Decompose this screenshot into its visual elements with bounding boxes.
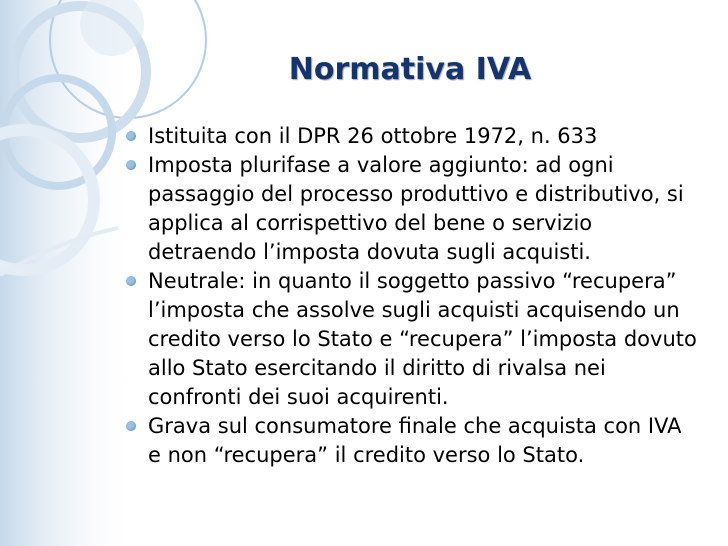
slide-title: Normativa IVA bbox=[288, 52, 532, 87]
bullet-text: Grava sul consumatore finale che acquista con IVA e non “recupera” il credito verso lo Stato. bbox=[148, 414, 682, 467]
bullet-marker-icon bbox=[126, 421, 136, 431]
bullet-marker-icon bbox=[126, 160, 136, 170]
bullet-text: Imposta plurifase a valore aggiunto: ad ogni passaggio del processo produttivo e distributivo, si applica al corrispettivo del bene o servizio detraendo l’imposta dovuta sugli acquisti. bbox=[148, 153, 684, 264]
bullet-item bbox=[126, 122, 700, 151]
bullet-text: Neutrale: in quanto il soggetto passivo “recupera” l’imposta che assolve sugli acquisti acquisendo un credito verso lo Stato e “recupera” l’imposta dovuto allo Stato esercitando il diritto di rivalsa nei confronti dei suoi acquirenti. bbox=[148, 269, 697, 409]
bullet-marker-icon bbox=[126, 276, 136, 286]
bullet-item bbox=[126, 151, 700, 267]
bullet-item bbox=[126, 412, 700, 470]
bullet-text: Istituita con il DPR 26 ottobre 1972, n. 633 bbox=[148, 124, 598, 148]
bullet-list bbox=[126, 122, 700, 470]
bullet-item bbox=[126, 267, 700, 412]
bullet-marker-icon bbox=[126, 131, 136, 141]
